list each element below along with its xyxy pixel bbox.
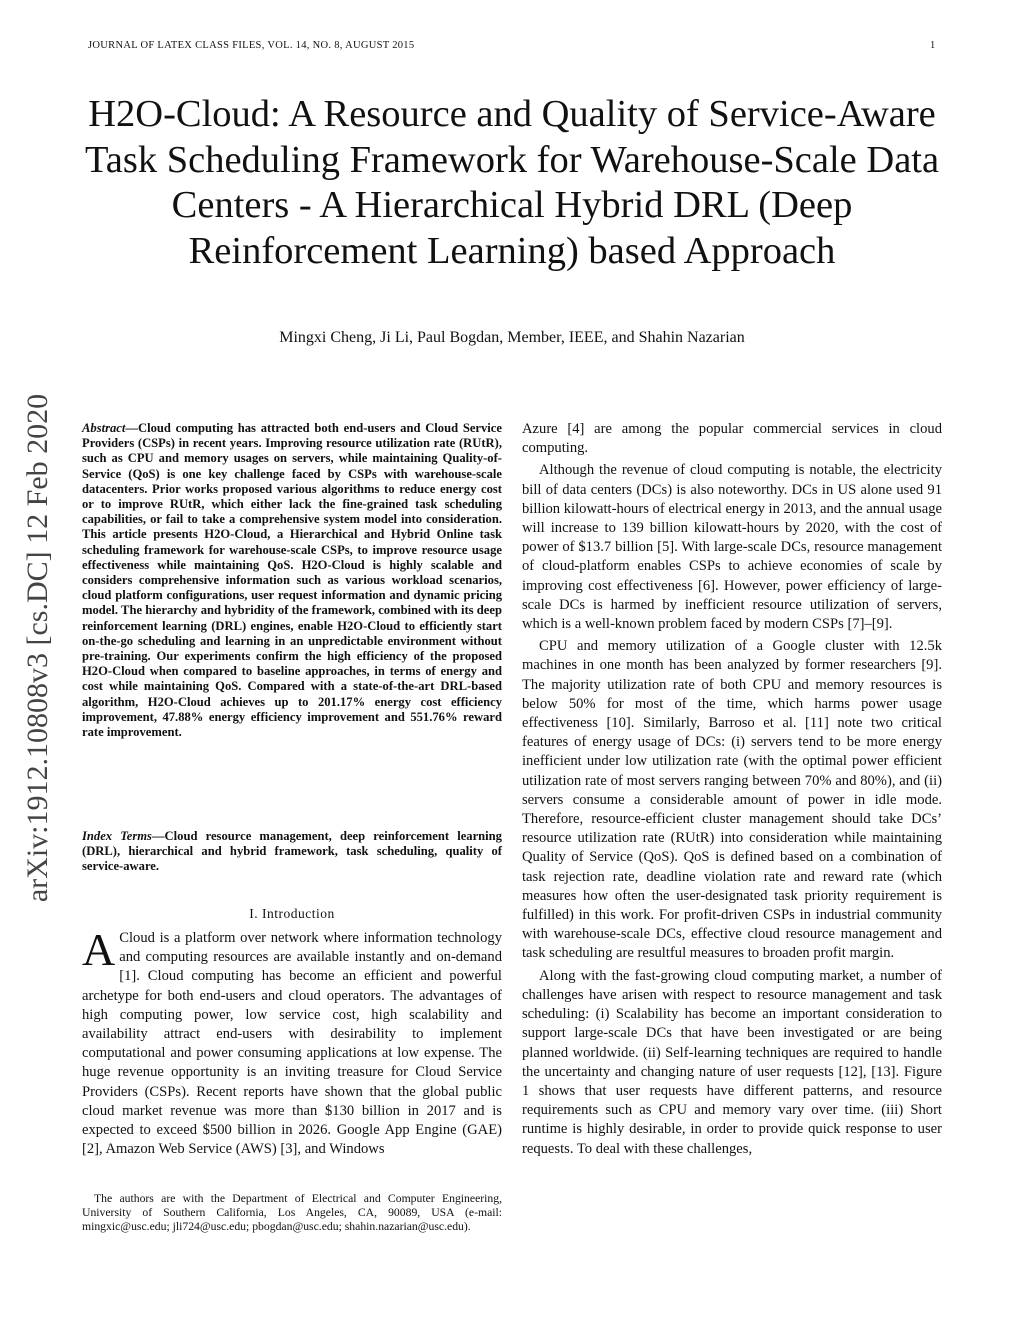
dropcap-letter: A bbox=[82, 924, 116, 975]
author-footnote bbox=[82, 1192, 502, 1233]
intro-text: Cloud is a platform over network where information technology and computing resources are available instantly and on-demand [1]. Cloud computing has become an efficient and powerful archetype for both end-users and cloud operators. The advantages of high computing power, low service cost, high scalability and availability attract end-users with desirability to implement computational and power consuming applications at low expense. The huge revenue opportunity is an inviting treasure for Cloud Service Providers (CSPs). Recent reports have shown that the global public cloud market revenue was more than $130 billion in 2017 and is expected to exceed $500 billion in 2026. Google App Engine (GAE) [2], Amazon Web Service (AWS) [3], and Windows bbox=[82, 930, 502, 1158]
paper-title: H2O-Cloud: A Resource and Quality of Service-Aware Task Scheduling Framework for Warehouse-Scale Data Centers - A Hierarchical Hybrid DRL (Deep Reinforcement Learning) based Approach bbox=[84, 93, 940, 272]
abstract-text: —Cloud computing has attracted both end-users and Cloud Service Providers (CSPs) in recent years. Improving resource utilization rate (RUtR), such as CPU and memory usages on servers, while maintaining Quality-of-Service (QoS) is one key challenge faced by CSPs with warehouse-scale datacenters. Prior works proposed various algorithms to reduce energy cost or to improve RUtR, which either lack the fine-grained task scheduling capabilities, or fail to take a comprehensive system model into consideration. This article presents H2O-Cloud, a Hierarchical and Hybrid Online task scheduling framework for warehouse-scale CSPs, to improve resource usage effectiveness while maintaining QoS. H2O-Cloud is highly scalable and considers comprehensive information such as various workload scenarios, cloud platform configurations, user request information and dynamic pricing model. The hierarchy and hybridity of the framework, combined with its deep reinforcement learning (DRL) engines, enable H2O-Cloud to efficiently start on-the-go scheduling and learning in an unpredictable environment without pre-training. Our experiments confirm the high efficiency of the proposed H2O-Cloud when compared to baseline approaches, in terms of energy and cost while maintaining QoS. Compared with a state-of-the-art DRL-based algorithm, H2O-Cloud achieves up to 201.17% energy cost efficiency improvement, 47.88% energy efficiency improvement and 551.76% reward rate improvement. bbox=[82, 421, 502, 740]
index-terms-label: Index Terms bbox=[82, 829, 152, 843]
index-terms-text: —Cloud resource management, deep reinforcement learning (DRL), hierarchical and hybrid framework, task scheduling, quality of service-aware. bbox=[82, 829, 502, 874]
paragraph: Azure [4] are among the popular commercial services in cloud computing. bbox=[522, 421, 942, 457]
abstract bbox=[82, 421, 502, 740]
running-header: JOURNAL OF LATEX CLASS FILES, VOL. 14, NO. 8, AUGUST 2015 bbox=[88, 40, 415, 51]
section-heading: I. Introduction bbox=[249, 906, 335, 921]
arxiv-stamp: arXiv:1912.10808v3 [cs.DC] 12 Feb 2020 bbox=[21, 393, 54, 903]
abstract-label: Abstract bbox=[82, 421, 126, 435]
index-terms bbox=[82, 829, 502, 875]
right-column bbox=[522, 420, 942, 1162]
paragraph: Along with the fast-growing cloud computing market, a number of challenges have arisen with respect to resource management and task scheduling: (i) Scalability has become an important consideration to support large-scale DCs that have been investigated or are being planned worldwide. (ii) Self-learning techniques are required to handle the uncertainty and changing nature of user requests [12], [13]. Figure 1 shows that user requests have different patterns, and resource requirements such as CPU and memory vary over time. (iii) Short runtime is highly desirable, in order to provide quick response to user requests. To deal with these challenges, bbox=[522, 967, 942, 1157]
page-number: 1 bbox=[930, 40, 936, 51]
paragraph: CPU and memory utilization of a Google cluster with 12.5k machines in one month has been analyzed by former researchers [9]. The majority utilization rate of both CPU and memory resources is below 50% for most of the time, which harms power usage effectiveness [10]. Similarly, Barroso et al. [11] note two critical features of energy usage of DCs: (i) servers tend to be more energy inefficient under low utilization rate (with the optimal power efficient utilization rate of most servers ranging between 70% and 80%), and (ii) servers consume a considerable amount of power in idle mode. Therefore, resource-efficient cluster management should take DCs’ resource utilization rate (RUtR) into consideration while maintaining Quality of Service (QoS). QoS is defined based on a combination of task rejection rate, deadline violation rate and reward rate (which measures how often the user-designated task priority requirement is fulfilled) in this work. For profit-driven CSPs in industrial community with warehouse-scale DCs, effective cloud resource management and task scheduling are resultful measures to broaden profit margin. bbox=[522, 638, 942, 962]
footnote-text: The authors are with the Department of Electrical and Computer Engineering, University of Southern California, Los Angeles, CA, 90089, USA (e-mail: mingxic@usc.edu; jli724@usc.edu; pbogdan@usc.edu; shahin.nazarian@usc.edu). bbox=[82, 1192, 502, 1233]
paragraph: Although the revenue of cloud computing is notable, the electricity bill of data centers (DCs) is also noteworthy. DCs in US alone used 91 billion kilowatt-hours of electrical energy in 2013, and the annual usage will increase to 139 billion kilowatt-hours by 2020, with the cost of power of $13.7 billion [5]. With large-scale DCs, resource management of cloud-platform enables CSPs to achieve economies of scale by improving cost effectiveness [6]. However, power efficiency of large-scale DCs is harmed by inefficient resource utilization of servers, which is a well-known problem faced by modern CSPs [7]–[9]. bbox=[522, 462, 942, 633]
intro-paragraph bbox=[82, 924, 502, 1159]
author-list: Mingxi Cheng, Ji Li, Paul Bogdan, Member, IEEE, and Shahin Nazarian bbox=[279, 329, 745, 346]
